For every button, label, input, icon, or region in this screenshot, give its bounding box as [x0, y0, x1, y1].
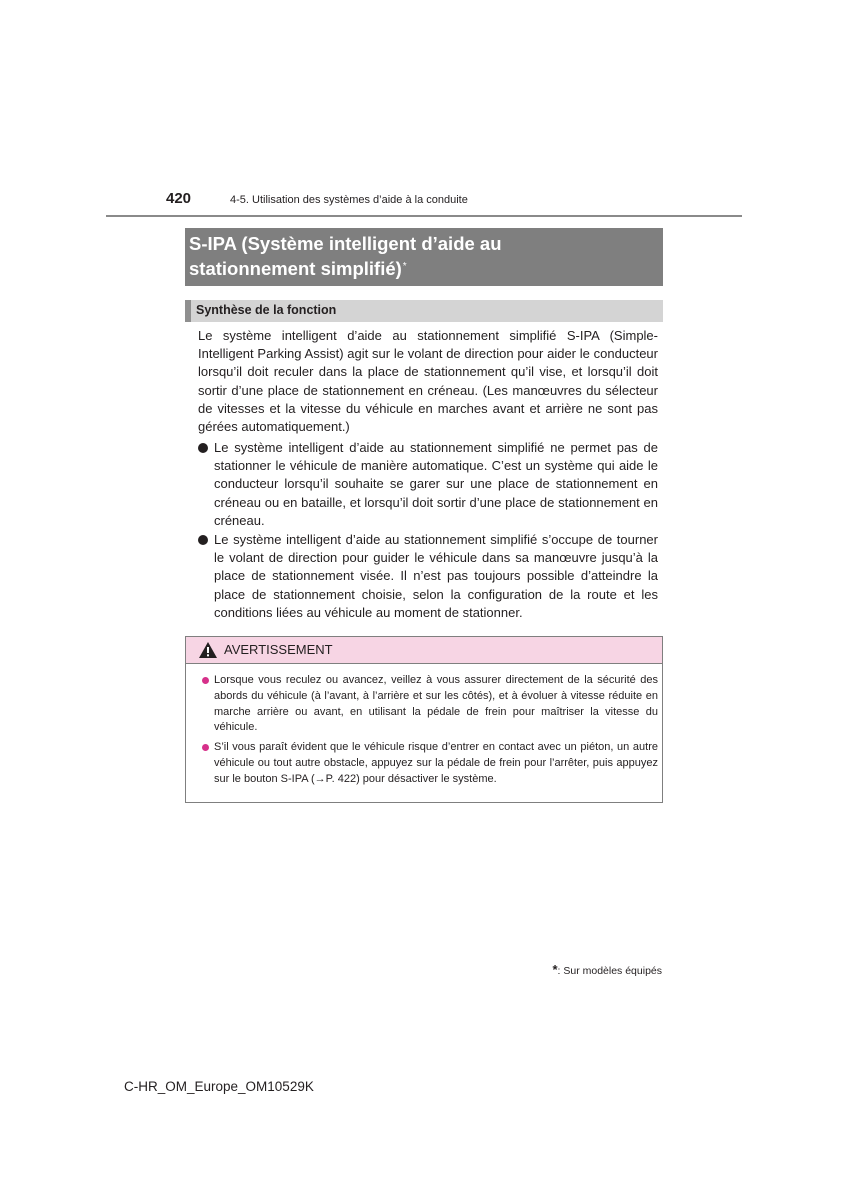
page-number: 420 [166, 190, 192, 207]
list-item [198, 531, 658, 622]
title-line-2-text: stationnement simplifié) [189, 258, 402, 279]
list-item-text: Le système intelligent d’aide au stationnement simplifié s’occupe de tourner le volant de direction pour guider le véhicule dans sa manœuvre jusqu’à la place de stationnement visée. Il n’est pas toujours possible d’atteindre la place de stationnement choisie, selon la configuration de la route et les conditions liées au véhicule au moment de stationner. [214, 532, 658, 620]
page-title [185, 228, 663, 286]
intro-paragraph: Le système intelligent d’aide au stationnement simplifié S-IPA (Simple-Intelligent Parking Assist) agit sur le volant de direction pour aider le conducteur lorsqu’il doit reculer dans la place de stationnement qu’il vise, et lorsqu’il doit sortir d’une place de stationnement en créneau. (Les manœuvres du sélecteur de vitesses et la vitesse du véhicule en marches avant et arrière ne sont pas gérées automatiquement.) [198, 328, 658, 435]
list-item [198, 439, 658, 530]
warning-header [186, 637, 662, 664]
subheading: Synthèse de la fonction [185, 300, 663, 322]
list-item-text: Le système intelligent d’aide au stationnement simplifié ne permet pas de stationner le véhicule de manière automatique. C’est un système qui aide le conducteur lorsqu’il souhaite se garer sur une place de stationnement en créneau ou en bataille, et lorsqu’il doit sortir d’une place de stationnement en créneau. [214, 440, 658, 528]
warning-title: AVERTISSEMENT [224, 642, 333, 657]
footnote [552, 962, 662, 977]
title-line-2 [189, 256, 663, 281]
document-code: C-HR_OM_Europe_OM10529K [124, 1079, 314, 1094]
pink-bullet-icon [202, 677, 209, 684]
warning-box [185, 636, 663, 803]
bullet-list [198, 439, 658, 623]
bullet-icon [198, 443, 208, 453]
warning-list [202, 673, 658, 792]
footnote-marker: * [552, 962, 558, 977]
title-line-1: S-IPA (Système intelligent d’aide au [189, 233, 502, 254]
warning-item [202, 740, 658, 787]
section-label: 4-5. Utilisation des systèmes d’aide à la conduite [230, 194, 468, 206]
warning-item-text: Lorsque vous reculez ou avancez, veillez à vous assurer directement de la sécurité des abords du véhicule (à l’avant, à l’arrière et sur les côtés), et à évoluer à vitesse réduite en marche arrière ou avant, en utilisant la pédale de frein pour maîtriser la vitesse du véhicule. [214, 674, 658, 734]
pink-bullet-icon [202, 744, 209, 751]
bullet-icon [198, 535, 208, 545]
warning-triangle-icon [198, 641, 218, 659]
warning-item-text: S’il vous paraît évident que le véhicule risque d’entrer en contact avec un piéton, un autre véhicule ou tout autre obstacle, appuyez sur la pédale de frein pour l’arrêter, puis appuyez sur le bouton S-IPA (→P. 422) pour désactiver le système. [214, 741, 658, 785]
warning-item [202, 673, 658, 736]
footnote-text: : Sur modèles équipés [557, 965, 662, 977]
header-rule [106, 215, 742, 217]
title-footnote-marker: * [402, 261, 407, 272]
